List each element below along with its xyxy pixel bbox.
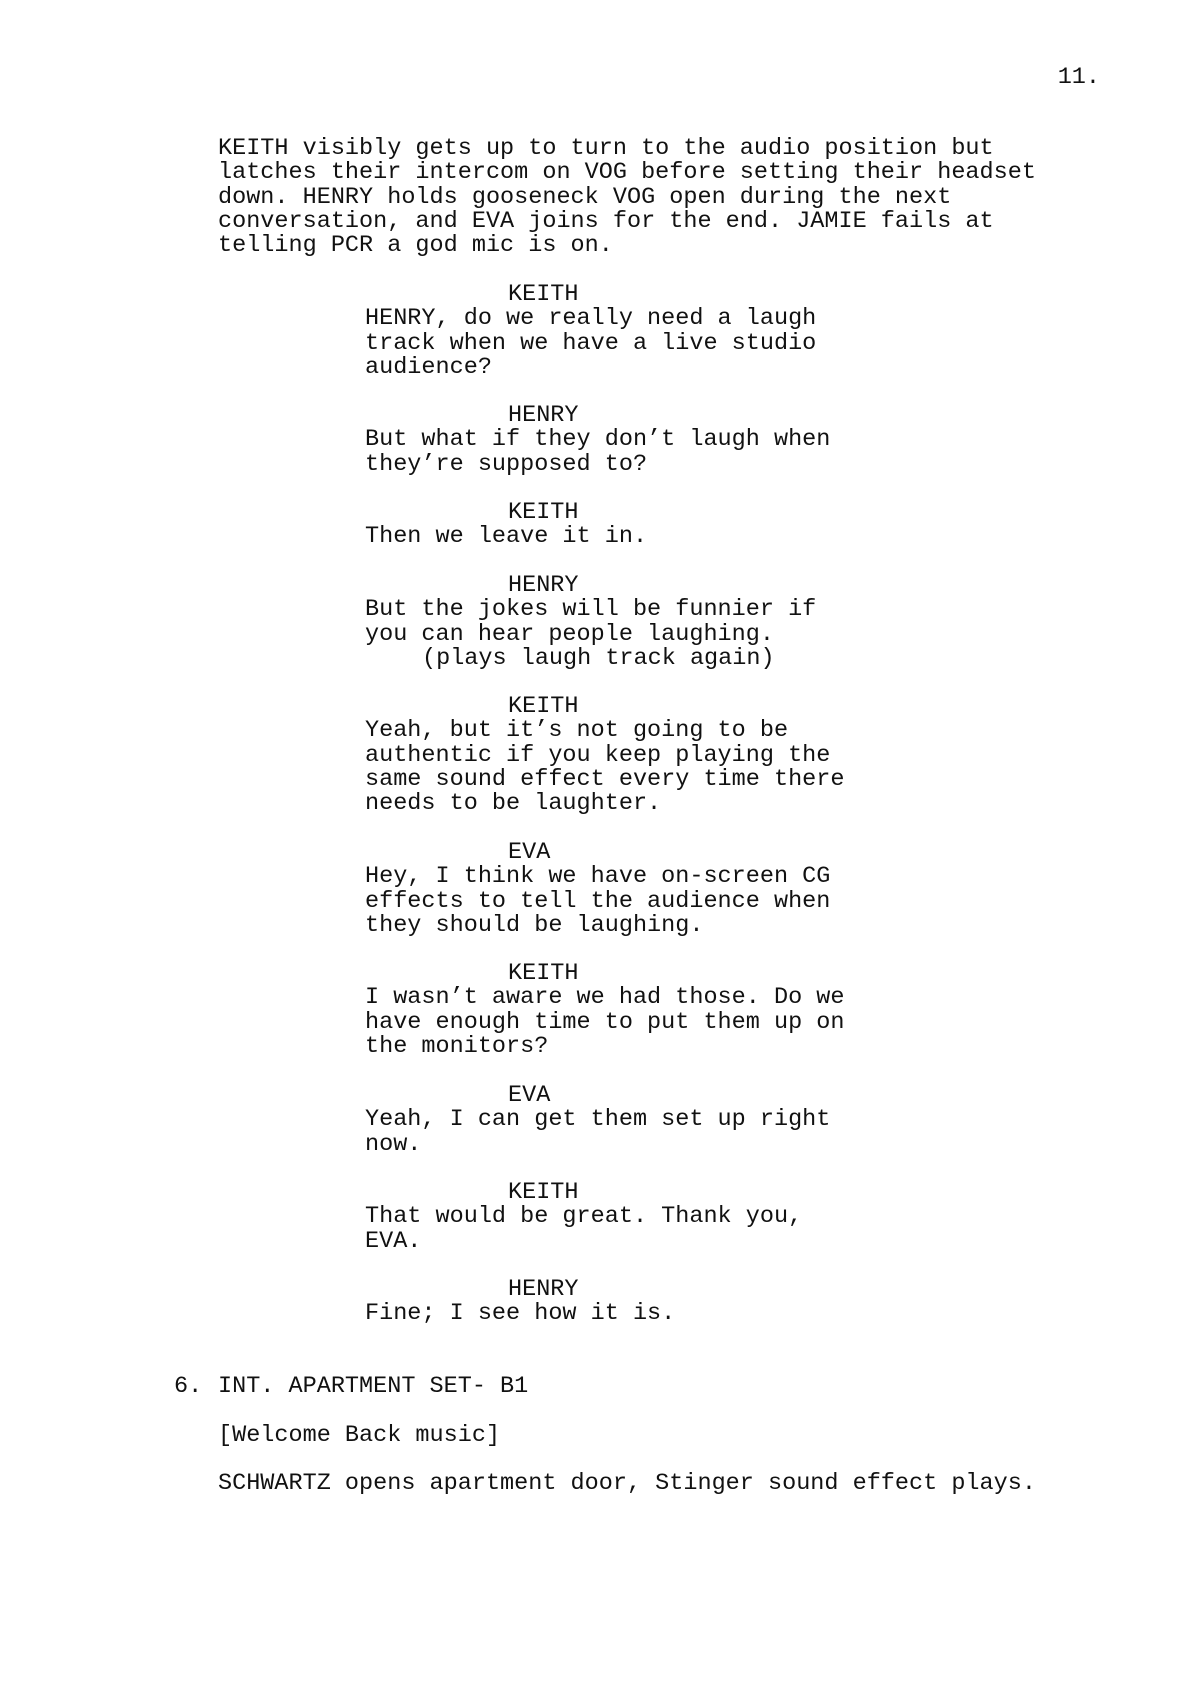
character-name: KEITH <box>508 693 579 720</box>
character-name: KEITH <box>508 281 579 308</box>
dialogue-text: Then we leave it in. <box>365 523 648 551</box>
character-name: KEITH <box>508 499 579 526</box>
dialogue-block <box>365 841 885 938</box>
character-name: HENRY <box>508 402 579 429</box>
scene-heading-text: INT. APARTMENT SET- B1 <box>218 1373 529 1400</box>
action-block: KEITH visibly gets up to turn to the audio position but latches their intercom on VOG before setting their headset down. HENRY holds gooseneck VOG open during the next conversation, and EVA joins for the end. JAMIE fails at telling PCR a god mic is on. <box>218 135 1036 260</box>
character-name: HENRY <box>508 1276 579 1303</box>
character-name: HENRY <box>508 572 579 599</box>
dialogue-text: Fine; I see how it is. <box>365 1300 676 1328</box>
dialogue-block <box>365 1181 885 1254</box>
scene-number: 6. <box>174 1373 203 1400</box>
character-name: KEITH <box>508 960 579 987</box>
dialogue-block <box>365 404 885 477</box>
scene-heading <box>174 1375 528 1399</box>
action-block: [Welcome Back music] <box>218 1422 501 1449</box>
dialogue-block <box>365 962 885 1059</box>
action-block: SCHWARTZ opens apartment door, Stinger sound effect plays. <box>218 1470 1036 1497</box>
dialogue-block <box>365 1278 885 1327</box>
dialogue-block <box>365 574 885 671</box>
dialogue-block <box>365 695 885 816</box>
character-name: EVA <box>508 839 551 866</box>
dialogue-text: HENRY, do we really need a laugh track when we have a live studio audience? <box>365 305 817 381</box>
dialogue-text: I wasn’t aware we had those. Do we have enough time to put them up on the monitors? <box>365 984 845 1060</box>
dialogue-text: But what if they don’t laugh when they’re supposed to? <box>365 426 831 478</box>
dialogue-block <box>365 501 885 550</box>
dialogue-text: But the jokes will be funnier if you can hear people laughing. <box>365 596 817 648</box>
dialogue-block <box>365 1084 885 1157</box>
dialogue-text: Hey, I think we have on-screen CG effects to tell the audience when they should be laughing. <box>365 863 831 939</box>
character-name: KEITH <box>508 1179 579 1206</box>
character-name: EVA <box>508 1082 551 1109</box>
page-number: 11. <box>1057 64 1100 91</box>
dialogue-block <box>365 283 885 380</box>
dialogue-text: Yeah, but it’s not going to be authentic if you keep playing the same sound effect every time there needs to be laughter. <box>365 717 845 818</box>
dialogue-text: That would be great. Thank you, EVA. <box>365 1203 803 1255</box>
dialogue-text: Yeah, I can get them set up right now. <box>365 1106 831 1158</box>
parenthetical: (plays laugh track again) <box>422 644 775 672</box>
